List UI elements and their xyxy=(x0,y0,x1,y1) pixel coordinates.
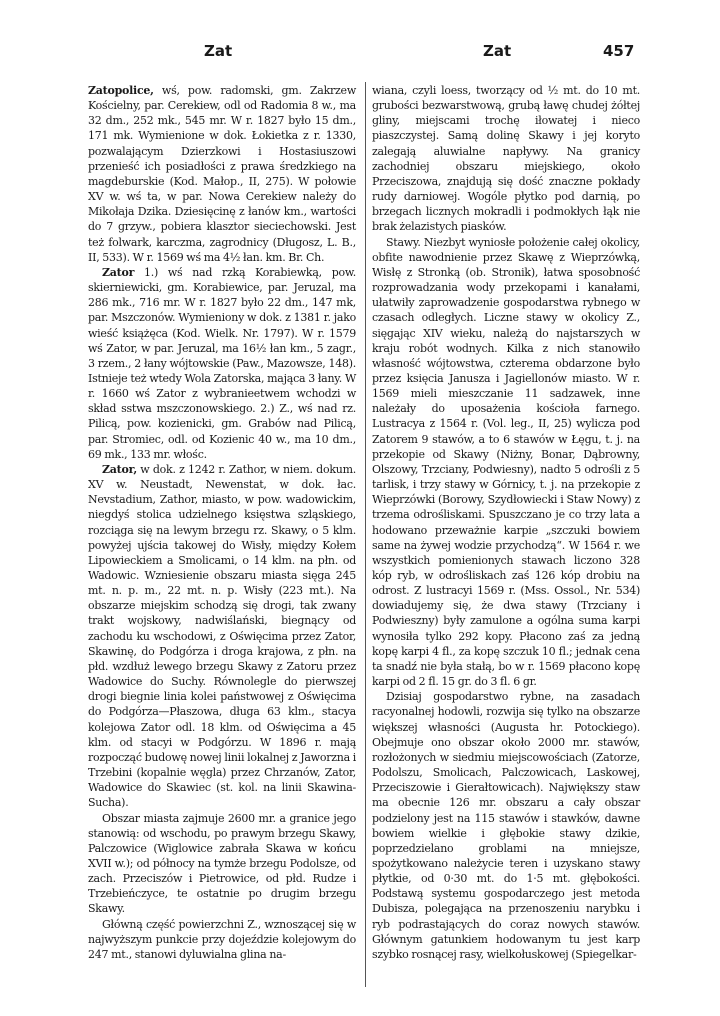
entry-text: wś, pow. radomski, gm. Zakrzew Kościelny, par. Cerekiew, odl od Radomia 8 w., ma 32 dm., 252 mk., 545 mr. W r. 1827 było 15 dm., 171 mk. Wymienione w dok. Łokietka z r. 1330, pozwalającym Dzierzkowi i Hostasiuszowi przenieść ich posiadłości z prawa średzkiego na magdeburskie (Kod. Małop., II, 275). W połowie XV w. wś ta, w par. Nowa Cerekiew należy do Mikołaja Dzika. Dziesięcinę z łanów km., wartości do 7 grzyw., pobiera klasztor sieciechowski. Jest też folwark, karczma, zagrodnicy (Długosz, L. B., II, 533). W r. 1569 wś ma 4½ łan. km. Br. Ch. xyxy=(88,84,356,264)
entry-head: Zator, xyxy=(102,462,137,476)
entry-head: Zator xyxy=(102,265,135,279)
running-header-left: Zat xyxy=(204,42,233,60)
left-column xyxy=(88,83,356,962)
paragraph-text: Obszar miasta zajmuje 2600 mr. a granice jego stanowią: od wschodu, po prawym brzegu Skawy, Palczowice (Wiglowice zabrała Skawa w końcu XVII w.); od północy na tymże brzegu Podolsze, od zach. Przeciszów i Pietrowice, od płd. Rudze i Trzebieńczyce, te ostatnie po drugim brzegu Skawy. xyxy=(88,811,356,916)
paragraph-text: Główną część powierzchni Z., wznoszącej się w najwyższym punkcie przy dojeździe kolejowym do 247 mt., stanowi dyluwialna glina na- xyxy=(88,917,356,961)
entry-zator-1 xyxy=(88,265,356,462)
entry-text: w dok. z 1242 r. Zathor, w niem. dokum. XV w. Neustadt, Newenstat, w dok. łac. Nevstadium, Zathor, miasto, w pow. wadowickim, niegdyś stolica udzielnego księstwa szląskiego, rozciąga się na lewym brzegu rz. Skawy, o 5 klm. powyżej ujścia takowej do Wisły, między Kołem Lipowieckiem a Smolicami, o 14 klm. na płn. od Wadowic. Wzniesienie obszaru miasta sięga 245 mt. n. p. m., 22 mt. n. p. Wisły (223 mt.). Na obszarze miejskim schodzą się drogi, tak zwany trakt wojskowy, nadwiślański, biegnący od zachodu ku wschodowi, z Oświęcima przez Zator, Skawinę, do Podgórza i droga krajowa, z płn. na płd. wzdłuż lewego brzegu Skawy z Zatoru przez Wadowice do Suchy. Równolegle do pierwszej drogi biegnie linia kolei państwowej z Oświęcima do Podgórza—Płaszowa, długa 63 klm., stacya kolejowa Zator odl. 18 klm. od Oświęcima a 45 klm. od stacyi w Podgórzu. W 1896 r. mają rozpocząć budowę nowej linii lokalnej z Jaworzna i Trzebini (kopalnie węgla) przez Chrzanów, Zator, Wadowice do Skawiec (st. kol. na linii Skawina-Sucha). xyxy=(88,462,357,810)
paragraph-dzisiaj xyxy=(372,689,640,962)
right-column xyxy=(372,83,640,962)
column-divider xyxy=(365,82,366,987)
page-number: 457 xyxy=(603,42,635,60)
paragraph-text: Stawy. Niezbyt wyniosłe położenie całej okolicy, obfite nawodnienie przez Skawę z Wieprzówką, Wisłę z Stronką (ob. Stronik), łatwa sposobność rozprowadzania wody przekopami i kanałami, ułatwiły zaprowadzenie gospodarstwa rybnego w czasach odległych. Liczne stawy w okolicy Z., sięgając XIV wieku, należą do najstarszych w kraju robót wodnych. Kilka z nich stanowiło własność wójtowstwa, czteremа obdarzone było przez księcia Janusza i Jagiellonów miasto. W r. 1569 mieli mieszczanie 11 sadzawek, inne należały do uposażenia kościoła farnego. Lustracya z 1564 r. (Vol. leg., II, 25) wylicza pod Zatorem 9 stawów, a to 6 stawów w Łęgu, t. j. na przekopie od Skawy (Niżny, Bonar, Dąbrowny, Olszowy, Trzciany, Podwiesny), nadto 5 odrośli z 5 tarlisk, i trzy stawy w Górnicy, t. j. na przekopie z Wieprzówki (Borowy, Szydłowiecki i Staw Nowy) z trzema odrośliskami. Spuszczano je co trzy lata a hodowano przeważnie karpie „szczuki bowiem same na żywej wodzie przychodzą“. W 1564 r. we wszystkich pomienionych stawach liczono 328 kóp ryb, w odrośliskach zaś 126 kóp drobiu na odrost. Z lustracyi 1569 r. (Mss. Ossol., Nr. 534) dowiadujemy się, że dwa stawy (Trzciany i Podwieszny) były zamulone a ogólna suma karpi wynosiła tylko 292 kopy. Płacono zaś za jedną kopę karpi 4 fl., za kopę szczuk 10 fl.; jednak cena ta snadź nie była stałą, bo w r. 1569 płacono kopę karpi od 2 fl. 15 gr. do 3 fl. 6 gr. xyxy=(372,235,640,689)
entry-zator-town xyxy=(88,462,356,811)
paragraph-stawy xyxy=(372,235,640,690)
paragraph-text: wiana, czyli loess, tworzący od ½ mt. do 10 mt. grubości bezwarstwową, grubą ławę chudej żółtej gliny, miejscami trochę iłowatej i nieco piaszczystej. Samą dolinę Skawy i jej koryto zalegają aluwialne napływy. Na granicy zachodniej obszaru miejskiego, około Przeciszowa, znajdują się dość znaczne pokłady rudy darniowej. Wogóle płytko pod darnią, po brzegach licznych mokradli i podmokłych łąk nie brak żelazistych piasków. xyxy=(372,84,640,234)
running-header-middle: Zat xyxy=(483,42,512,60)
entry-head: Zatopolice, xyxy=(88,84,154,97)
paragraph-glowna xyxy=(88,917,356,962)
entry-text: 1.) wś nad rzką Korabiewką, pow. skierniewicki, gm. Korabiewice, par. Jeruzal, ma 286 mk., 716 mr. W r. 1827 było 22 dm., 147 mk, par. Mszczonów. Wymieniony w dok. z 1381 r. jako wieść książęca (Kod. Wielk. Nr. 1797). W r. 1579 wś Zator, w par. Jeruzal, ma 16½ łan km., 5 zagr., 3 rzem., 2 łany wójtowskie (Paw., Mazowsze, 148). Istnieje też wtedy Wola Zatorska, mająca 3 łany. W r. 1660 wś Zator z wybranieetwem wchodzi w skład sstwa mszczonowskiego. 2.) Z., wś nad rz. Pilicą, pow. kozienicki, gm. Grabów nad Pilicą, par. Stromiec, odl. od Kozienic 40 w., ma 10 dm., 69 mk., 133 mr. włośc. xyxy=(88,265,356,461)
paragraph-loess xyxy=(372,83,640,235)
entry-zatopolice xyxy=(88,83,356,265)
paragraph-obszar xyxy=(88,811,356,917)
paragraph-text: Dzisiaj gospodarstwo rybne, na zasadach racyonalnej hodowli, rozwija się tylko na obszarze większej własności (Augusta hr. Potockiego). Obejmuje ono obszar około 2000 mr. stawów, rozłożonych w siedmiu miejscowościach (Zatorze, Podolszu, Smolicach, Palczowicach, Laskowej, Przeciszowie i Gierałtowicach). Największy staw ma obecnie 126 mr. obszaru a cały obszar podzielony jest na 115 stawów i stawków, dawne bowiem wielkie i głębokie stawy dzikie, poprzedzielano groblami na mniejsze, spożytkowano należycie teren i uzyskano stawy płytkie, od 0·30 mt. do 1·5 mt. głębokości. Podstawą systemu gospodarczego jest metoda Dubisza, polegająca na przenoszeniu narybku i ryb podrastających do coraz nowych stawów. Głównym gatunkiem hodowanym tu jest karp szybko rosnącej rasy, wielkołuskowej (Spiegelkar- xyxy=(372,690,640,961)
